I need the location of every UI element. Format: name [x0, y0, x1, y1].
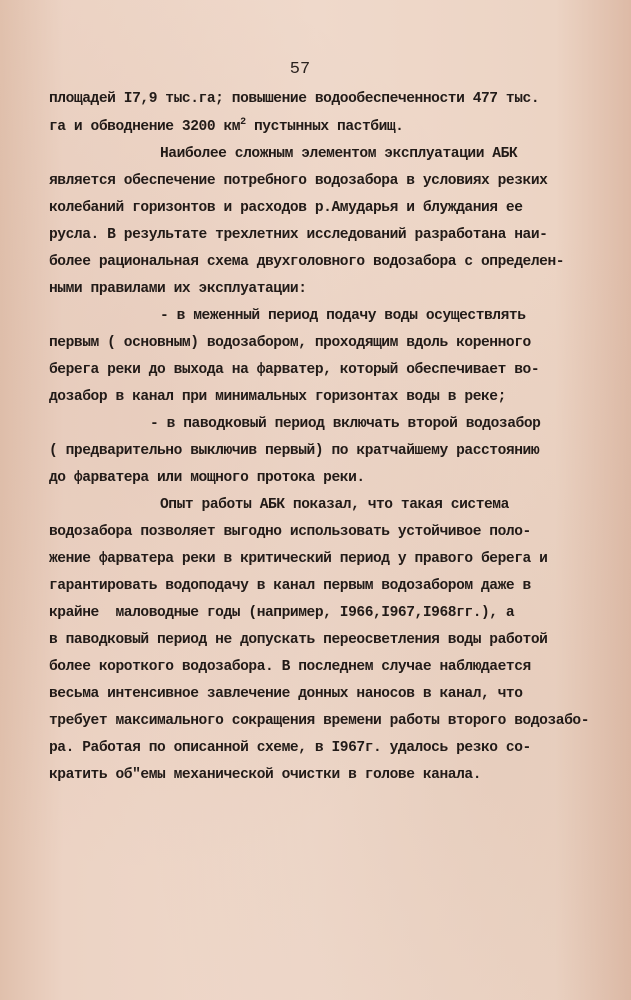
text-line: Опыт работы АБК показал, что такая система: [160, 497, 509, 513]
text-line: до фарватера или мощного протока реки.: [49, 470, 365, 486]
text-line: Наиболее сложным элементом эксплуатации АБК: [160, 146, 518, 162]
text-line: более рациональная схема двухголовного водозабора с определен-: [49, 254, 565, 270]
text-line: требует максимального сокращения времени работы второго водозабо-: [49, 713, 589, 729]
text-line-main: га и обводнение 3200 км: [49, 119, 241, 135]
text-line: ными правилами их эксплуатации:: [49, 281, 307, 297]
text-line: жение фарватера реки в критический период у правого берега и: [49, 551, 548, 567]
text-line: гарантировать водоподачу в канал первым водозабором даже в: [49, 578, 531, 594]
text-line: кратить об"емы механической очистки в голове канала.: [49, 767, 481, 783]
text-line: в паводковый период не допускать переосветления воды работой: [49, 632, 548, 648]
text-line: крайне маловодные годы (например, I966,I967,I968гг.), а: [49, 605, 515, 621]
superscript: 2: [240, 117, 246, 128]
text-line: площадей I7,9 тыс.га; повышение водообеспеченности 477 тыс.: [49, 91, 540, 107]
text-line: весьма интенсивное завлечение донных наносов в канал, что: [49, 686, 523, 702]
text-line: - в меженный период подачу воды осуществлять: [160, 308, 526, 324]
page-number: 57: [289, 60, 311, 79]
text-line: ра. Работая по описанной схеме, в I967г. удалось резко со-: [49, 740, 531, 756]
text-line: берега реки до выхода на фарватер, который обеспечивает во-: [49, 362, 540, 378]
text-line: является обеспечение потребного водозабора в условиях резких: [49, 173, 548, 189]
text-line: ( предварительно выключив первый) по кратчайшему расстоянию: [49, 443, 540, 459]
text-line: более короткого водозабора. В последнем случае наблюдается: [49, 659, 531, 675]
text-line-tail: пустынных пастбищ.: [245, 119, 404, 135]
text-line: водозабора позволяет выгодно использовать устойчивое поло-: [49, 524, 531, 540]
text-line: колебаний горизонтов и расходов р.Амударья и блуждания ее: [49, 200, 523, 216]
text-line: [49, 118, 404, 136]
text-line: дозабор в канал при минимальных горизонтах воды в реке;: [49, 389, 506, 405]
text-line: - в паводковый период включать второй водозабор: [150, 416, 541, 432]
text-line: русла. В результате трехлетних исследований разработана наи-: [49, 227, 548, 243]
text-line: первым ( основным) водозабором, проходящим вдоль коренного: [49, 335, 531, 351]
